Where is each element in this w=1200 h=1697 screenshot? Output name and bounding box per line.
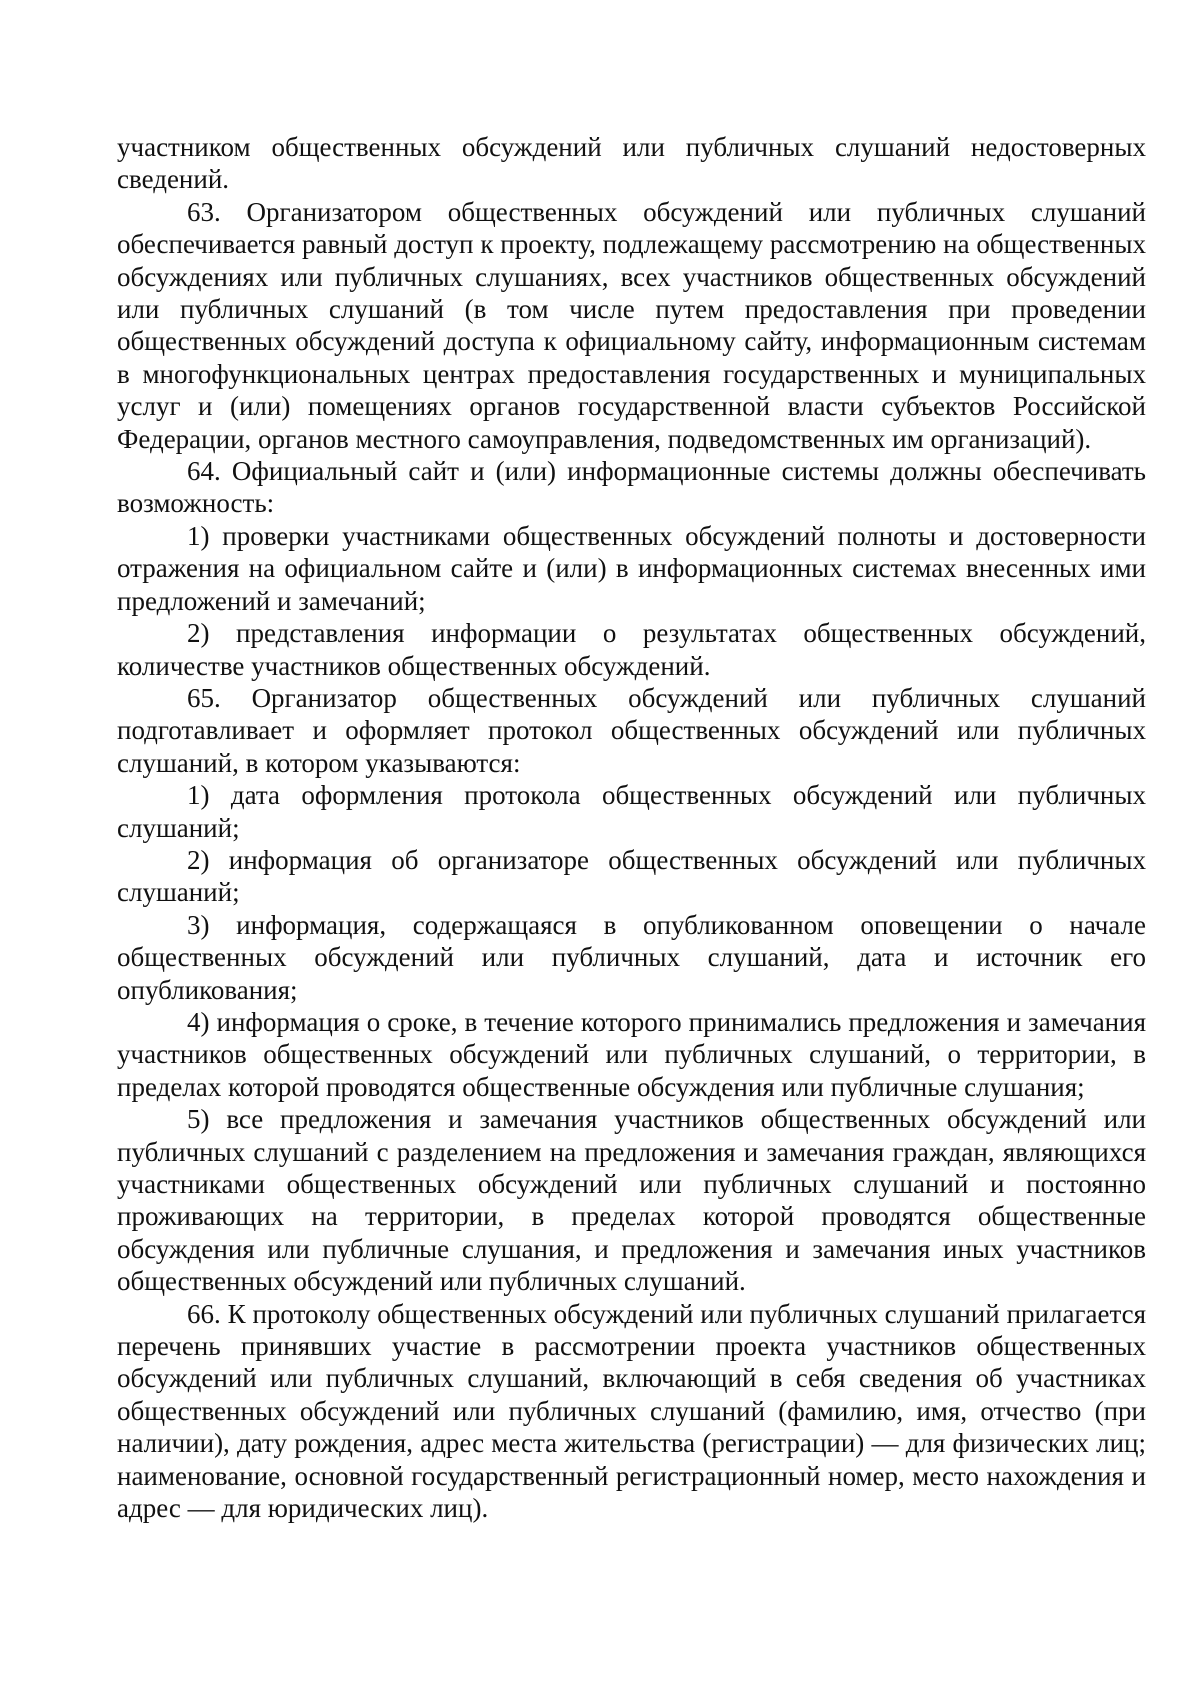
paragraph-65-item-5: 5) все предложения и замечания участников общественных обсуждений или публичных слушаний с разделением на предложения и замечания граждан, являющихся участниками общественных обсуждений или публичных слушаний и постоянно проживающих на территории, в пределах которой проводятся общественные обсуждения или публичные слушания, и предложения и замечания иных участников общественных обсуждений или публичных слушаний.	[117, 1104, 1146, 1297]
paragraph-64-item-2: 2) представления информации о результатах общественных обсуждений, количестве участников общественных обсуждений.	[117, 618, 1146, 681]
paragraph-63: 63. Организатором общественных обсуждений или публичных слушаний обеспечивается равный доступ к проекту, подлежащему рассмотрению на общественных обсуждениях или публичных слушаниях, всех участников общественных обсуждений или публичных слушаний (в том числе путем предоставления при проведении общественных обсуждений доступа к официальному сайту, информационным системам в многофункциональных центрах предоставления государственных и муниципальных услуг и (или) помещениях органов государственной власти субъектов Российской Федерации, органов местного самоуправления, подведомственных им организаций).	[117, 196, 1146, 454]
paragraph-65: 65. Организатор общественных обсуждений или публичных слушаний подготавливает и оформляет протокол общественных обсуждений или публичных слушаний, в котором указываются:	[117, 682, 1146, 778]
paragraph-65-item-1: 1) дата оформления протокола общественных обсуждений или публичных слушаний;	[117, 780, 1146, 843]
paragraph-continuation: участником общественных обсуждений или публичных слушаний недостоверных сведений.	[117, 132, 1146, 195]
paragraph-64-item-1: 1) проверки участниками общественных обсуждений полноты и достоверности отражения на официальном сайте и (или) в информационных системах внесенных ими предложений и замечаний;	[117, 520, 1146, 616]
document-page	[117, 131, 1146, 1524]
paragraph-65-item-2: 2) информация об организаторе общественных обсуждений или публичных слушаний;	[117, 844, 1146, 908]
paragraph-65-item-3: 3) информация, содержащаяся в опубликованном оповещении о начале общественных обсуждений или публичных слушаний, дата и источник его опубликования;	[117, 909, 1146, 1005]
paragraph-64: 64. Официальный сайт и (или) информационные системы должны обеспечивать возможность:	[117, 456, 1146, 519]
paragraph-65-item-4: 4) информация о сроке, в течение которого принимались предложения и замечания участников общественных обсуждений или публичных слушаний, о территории, в пределах которой проводятся общественные обсуждения или публичные слушания;	[117, 1006, 1146, 1102]
paragraph-66: 66. К протоколу общественных обсуждений или публичных слушаний прилагается перечень принявших участие в рассмотрении проекта участников общественных обсуждений или публичных слушаний, включающий в себя сведения об участниках общественных обсуждений или публичных слушаний (фамилию, имя, отчество (при наличии), дату рождения, адрес места жительства (регистрации) — для физических лиц; наименование, основной государственный регистрационный номер, место нахождения и адрес — для юридических лиц).	[117, 1298, 1146, 1524]
